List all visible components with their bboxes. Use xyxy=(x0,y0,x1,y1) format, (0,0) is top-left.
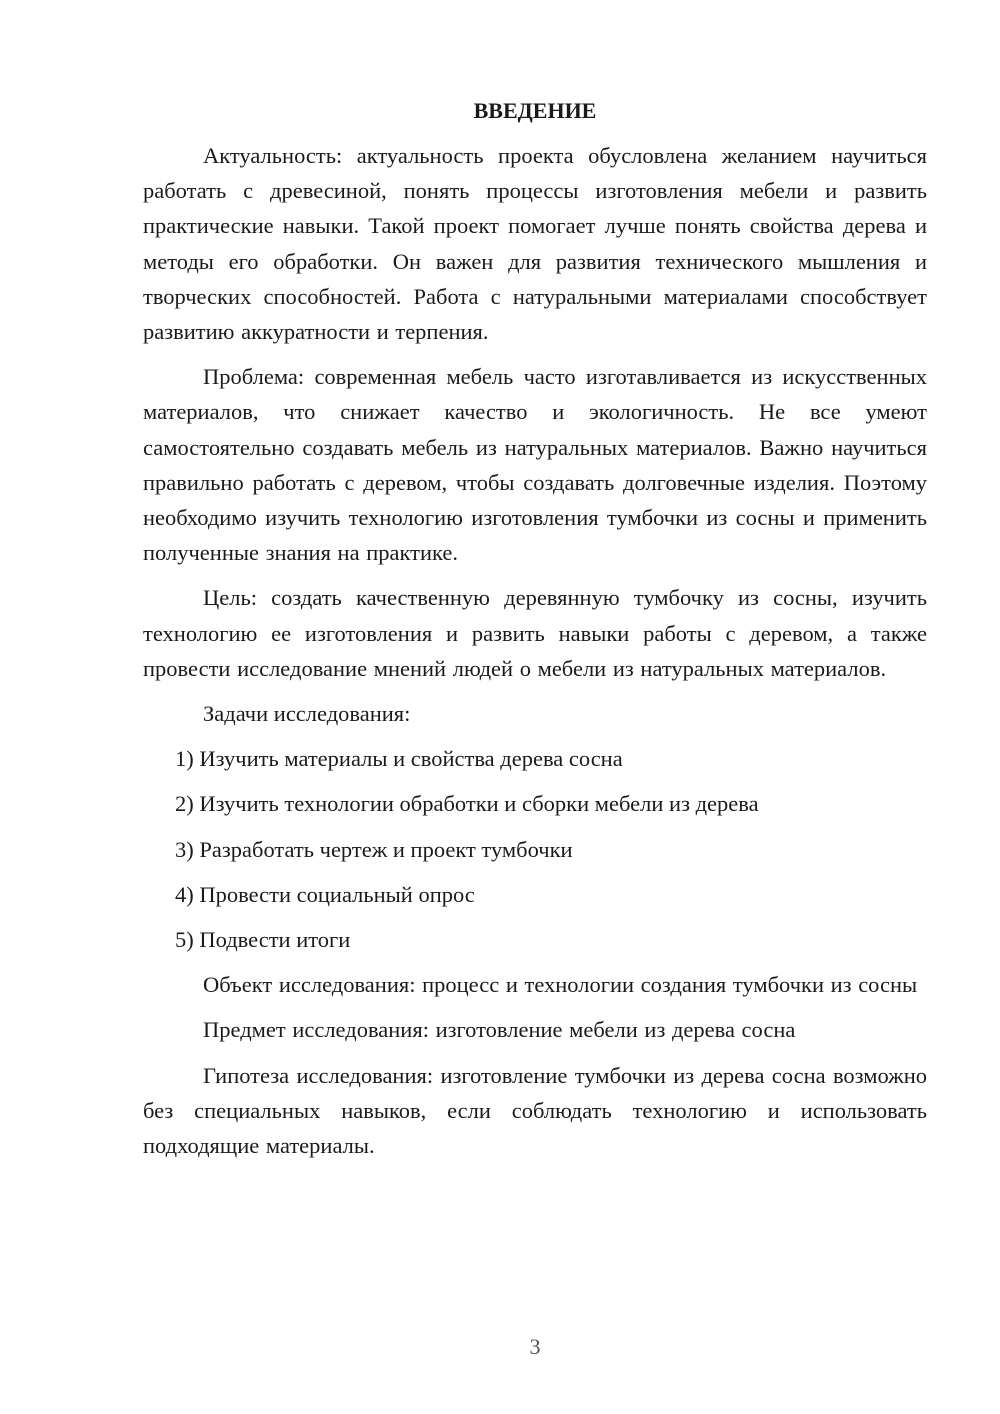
goal-paragraph: Цель: создать качественную деревянную тумбочку из сосны, изучить технологию ее изготовления и развить навыки работы с деревом, а также провести исследование мнений людей о мебели из натуральных материалов. xyxy=(143,585,927,681)
tasks-heading: Задачи исследования: xyxy=(203,701,411,727)
task-item: 4) Провести социальный опрос xyxy=(175,881,475,907)
object-paragraph: Объект исследования: процесс и технологии создания тумбочки из сосны xyxy=(203,972,918,998)
task-item: 2) Изучить технологии обработки и сборки мебели из дерева xyxy=(175,791,759,817)
relevance-paragraph: Актуальность: актуальность проекта обусловлена желанием научиться работать с древесиной, понять процессы изготовления мебели и развить практические навыки. Такой проект помогает лучше понять свойства дерева и методы его обработки. Он важен для развития технического мышления и творческих способностей. Работа с натуральными материалами способствует развитию аккуратности и терпения. xyxy=(143,143,927,345)
problem-paragraph: Проблема: современная мебель часто изготавливается из искусственных материалов, что снижает качество и экологичность. Не все умеют самостоятельно создавать мебель из натуральных материалов. Важно научиться правильно работать с деревом, чтобы создавать долговечные изделия. Поэтому необходимо изучить технологию изготовления тумбочки из сосны и применить полученные знания на практике. xyxy=(143,364,927,566)
page-title: ВВЕДЕНИЕ xyxy=(473,98,597,123)
tasks-list xyxy=(143,741,927,957)
hypothesis-paragraph: Гипотеза исследования: изготовление тумбочки из дерева сосна возможно без специальных навыков, если соблюдать технологию и использовать подходящие материалы. xyxy=(143,1062,927,1159)
page-content xyxy=(143,95,927,1173)
task-item: 3) Разработать чертеж и проект тумбочки xyxy=(175,836,573,862)
page-number: 3 xyxy=(529,1334,541,1359)
task-item: 5) Подвести итоги xyxy=(175,927,351,953)
task-item: 1) Изучить материалы и свойства дерева сосна xyxy=(175,746,623,772)
subject-paragraph: Предмет исследования: изготовление мебели из дерева сосна xyxy=(203,1017,796,1043)
